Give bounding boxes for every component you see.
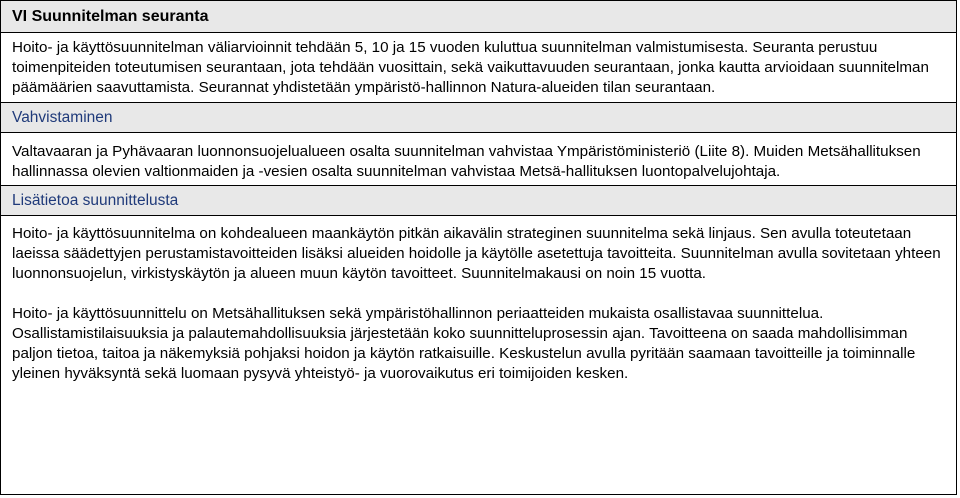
vahvistaminen-header: [1, 102, 956, 133]
section-header: [1, 1, 956, 33]
lisatietoa-header: [1, 185, 956, 216]
vahvistaminen-paragraph: Valtavaaran ja Pyhävaaran luonnonsuojelualueen osalta suunnitelman vahvistaa Ympäristöministeriö (Liite 8). Muiden Metsähallituksen hallinnassa olevien valtionmaiden ja -vesien osalta suunnitelman vahvistaa Metsä-hallituksen luontopalvelujohtaja.: [12, 143, 921, 180]
section-title: VI Suunnitelman seuranta: [12, 7, 209, 25]
vahvistaminen-heading: Vahvistaminen: [12, 108, 113, 126]
lisatietoa-paragraph-2: Hoito- ja käyttösuunnittelu on Metsähallituksen sekä ympäristöhallinnon periaatteiden mukaista osallistavaa suunnittelua. Osallistamistilaisuuksia ja palautemahdollisuuksia järjestetään koko suunnitteluprosessin ajan. Tavoitteena on saada mahdollisimman paljon tietoa, taitoa ja näkemyksiä pohjaksi hoidon ja käytön ratkaisuille. Keskustelun avulla pyritään saamaan tavoitteille ja toiminnalle yleinen hyväksyntä sekä luomaan pysyvä yhteistyö- ja vuorovaikutus eri toimijoiden kesken.: [12, 305, 916, 382]
lisatietoa-heading: Lisätietoa suunnittelusta: [12, 191, 179, 209]
lisatietoa-paragraph-1: Hoito- ja käyttösuunnitelma on kohdealueen maankäytön pitkän aikavälin strateginen suunnitelma sekä linjaus. Sen avulla toteutetaan laeissa säädettyjen perustamistavoitteiden lisäksi alueiden hoidolle ja käytölle asetettuja tavoitteita. Suunnitelman avulla sovitetaan yhteen luonnonsuojelun, virkistyskäytön ja alueen muun käytön tavoitteet. Suunnitelmakausi on noin 15 vuotta.: [12, 225, 941, 282]
seuranta-paragraph: Hoito- ja käyttösuunnitelman väliarvioinnit tehdään 5, 10 ja 15 vuoden kuluttua suunnitelman valmistumisesta. Seuranta perustuu toimenpiteiden toteutumisen seurantaan, jota tehdään vuosittain, sekä vaikuttavuuden seurantaan, jonka kautta arvioidaan suunnitelman päämäärien saavuttamista. Seurannat yhdistetään ympäristö-hallinnon Natura-alueiden tilan seurantaan.: [12, 39, 929, 96]
